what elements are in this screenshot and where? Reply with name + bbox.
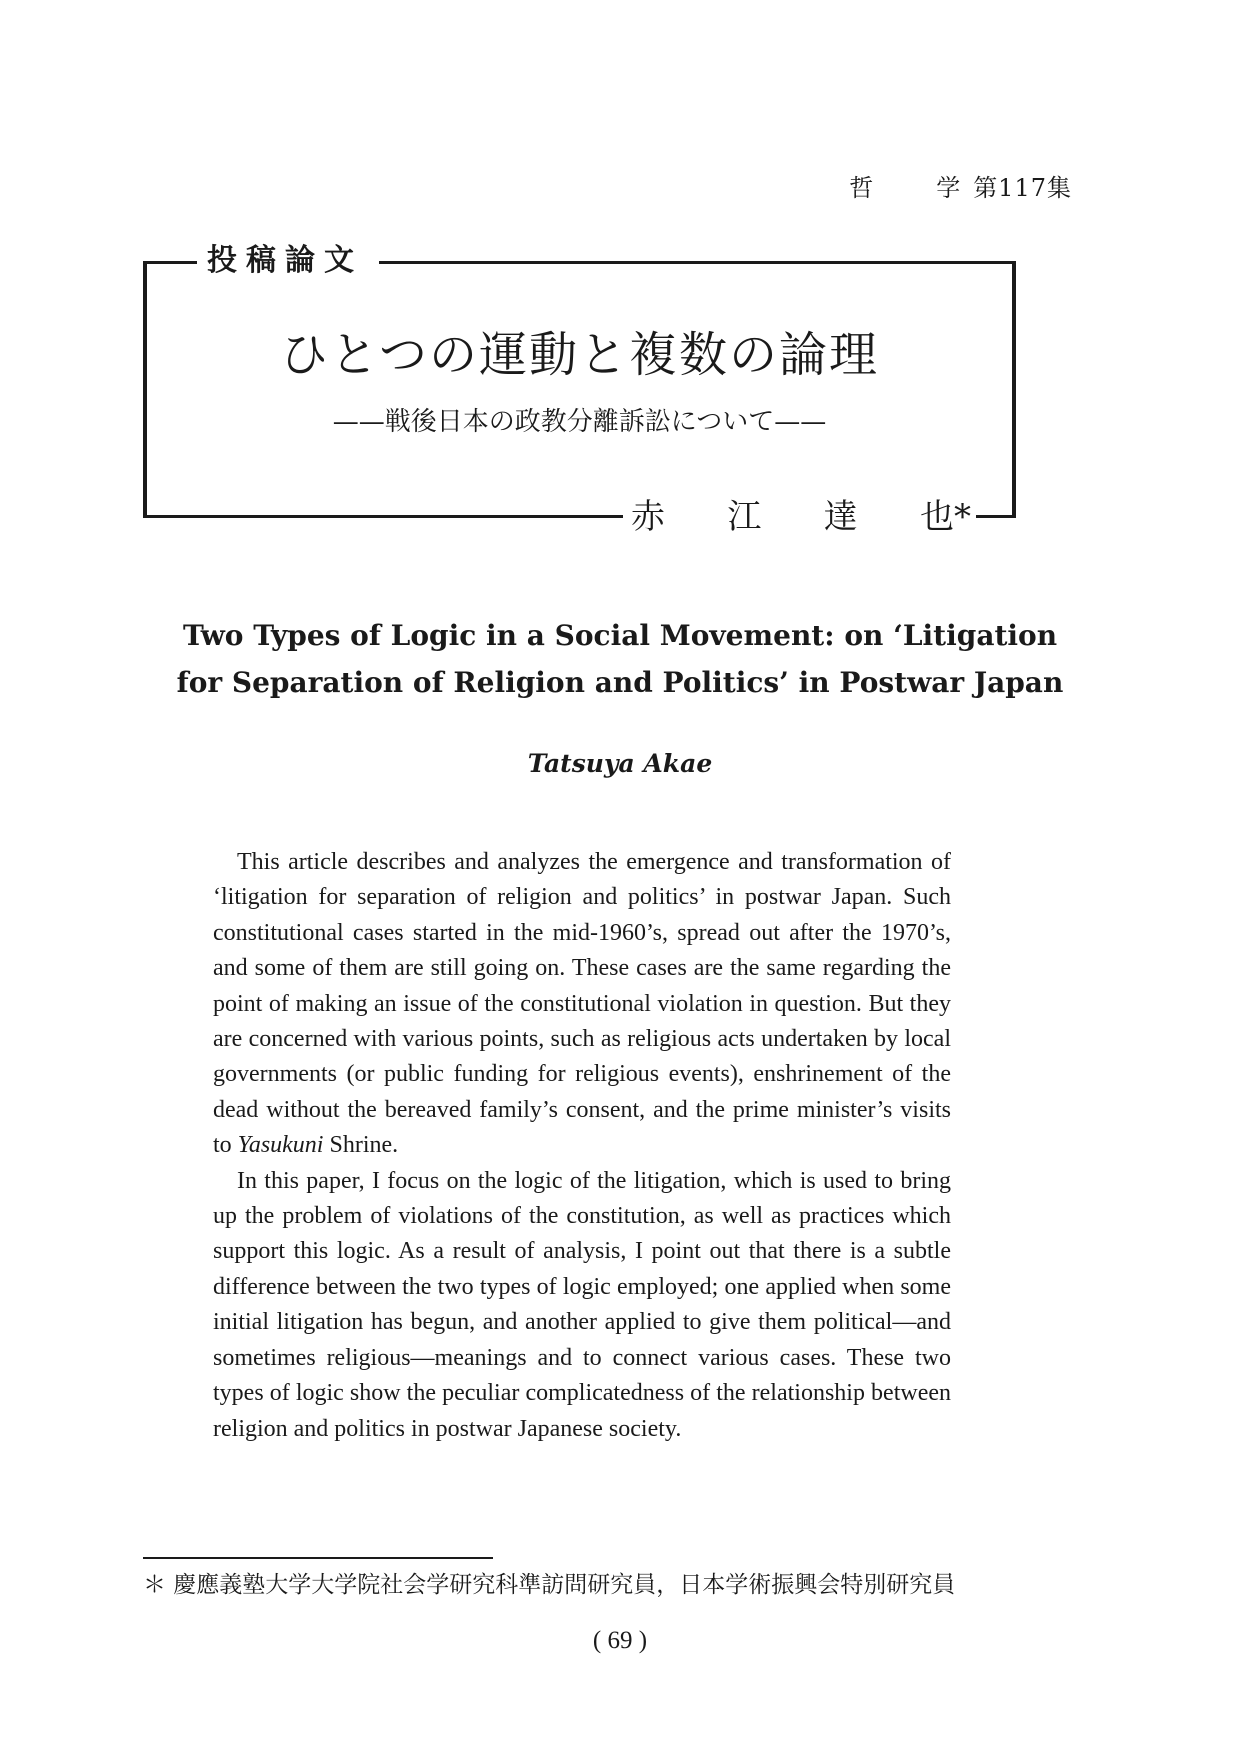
author-char: 赤 bbox=[631, 497, 665, 537]
footnote: ＊ 慶應義塾大学大学院社会学研究科準訪問研究員，日本学術振興会特別研究員 bbox=[143, 1572, 956, 1598]
author-char: 達 bbox=[823, 497, 858, 537]
english-author: Tatsuya Akae bbox=[527, 749, 713, 778]
page-number: ( 69 ) bbox=[592, 1627, 648, 1654]
frame-top-line-right bbox=[379, 261, 1012, 264]
title-frame bbox=[143, 243, 1016, 537]
journal-name-part2: 学 bbox=[936, 174, 962, 202]
abstract-text: This article describes and analyzes the emergence and transformation of ‘litigation for separation of religion and politics’ in postwar Japan. Such constitutional cases started in the mid-1960’s, spread out after the 1970’s, and some of them are still going on. These cases are the same regarding the point of making an issue of the constitutional violation in question. But they are concerned with various points, such as religious acts undertaken by local governments (or public funding for religious events), enshrinement of the dead without the bereaved family’s consent, and the prime minister’s visits to bbox=[213, 849, 951, 1159]
journal-name-part1: 哲 bbox=[849, 174, 875, 202]
japanese-title: ひとつの運動と複数の論理 bbox=[279, 327, 880, 383]
abstract bbox=[213, 845, 951, 1447]
english-title-line: Two Types of Logic in a Social Movement: on ‘Litigation bbox=[182, 619, 1058, 652]
japanese-author bbox=[631, 497, 971, 537]
author-char: 也* bbox=[919, 497, 971, 537]
journal-volume: 第117集 bbox=[973, 174, 1072, 202]
author-char: 江 bbox=[727, 497, 762, 537]
frame-bottom-line-right bbox=[976, 515, 1012, 518]
english-title bbox=[100, 612, 1140, 706]
english-title-line: for Separation of Religion and Politics’ in Postwar Japan bbox=[176, 666, 1064, 699]
footnote-rule bbox=[143, 1557, 493, 1559]
japanese-subtitle: ——戦後日本の政教分離訴訟について—— bbox=[332, 407, 827, 437]
frame-top-line-left bbox=[147, 261, 197, 264]
journal-header bbox=[849, 168, 1072, 203]
frame-bottom-line-left bbox=[147, 515, 623, 518]
abstract-paragraph: In this paper, I focus on the logic of the litigation, which is used to bring up the problem of violations of the constitution, as well as practices which support this logic. As a result of analysis, I point out that there is a subtle difference between the two types of logic employed; one applied when some initial litigation has begun, and another applied to give them political—and sometimes religious—meanings and to connect various cases. These two types of logic show the peculiar complicatedness of the relationship between religion and politics in postwar Japanese society. bbox=[213, 1167, 951, 1442]
abstract-text: Shrine. bbox=[323, 1132, 399, 1159]
article-category: 投稿論文 bbox=[207, 241, 363, 281]
abstract-italic-term: Yasukuni bbox=[237, 1132, 324, 1159]
abstract-paragraph bbox=[213, 845, 951, 1164]
